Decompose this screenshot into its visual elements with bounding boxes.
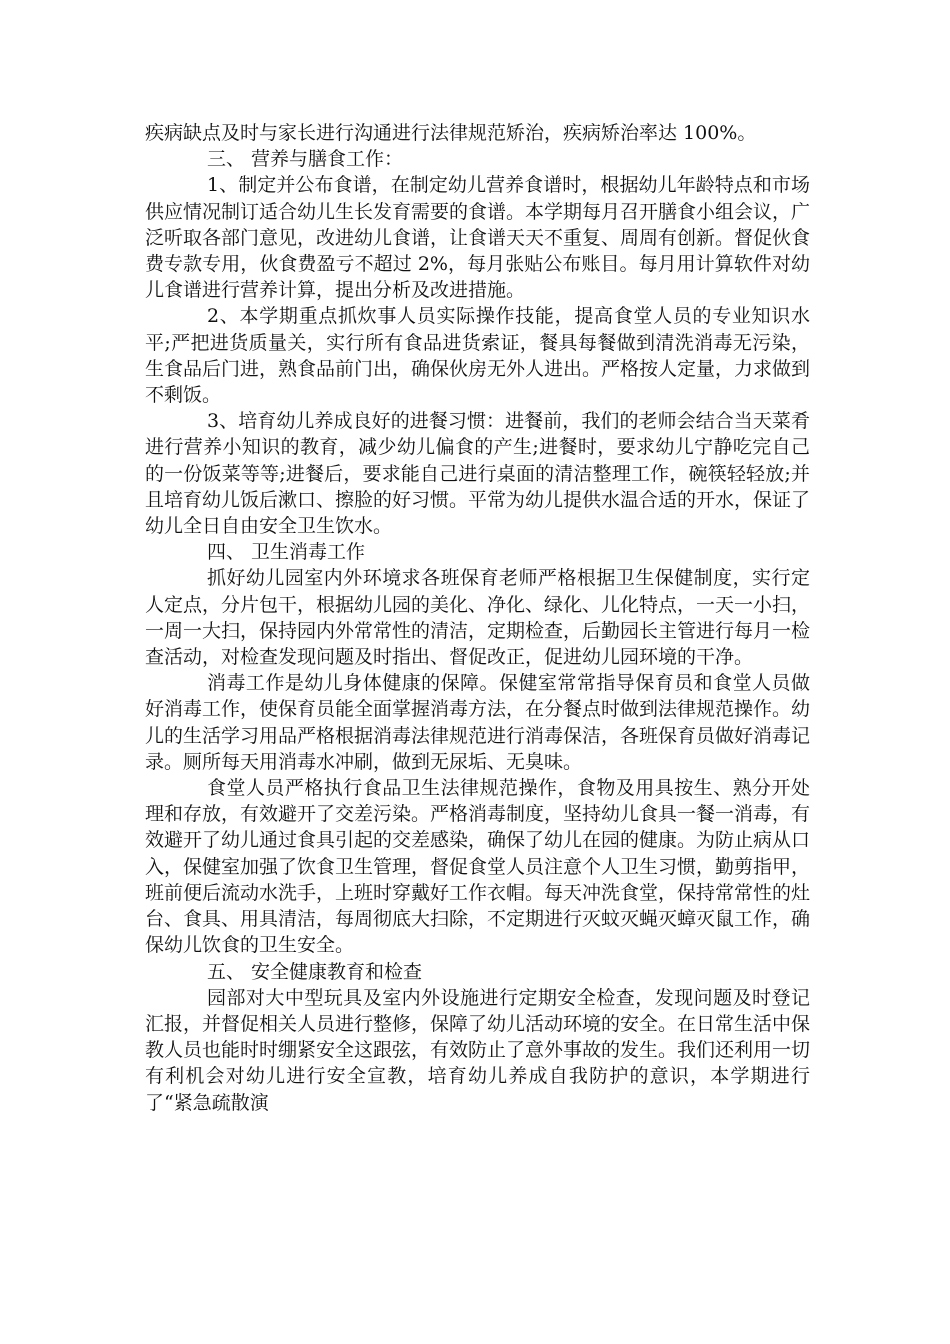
section-heading-safety: 五、 安全健康教育和检查 bbox=[207, 960, 423, 983]
paragraph-safety-checks: 园部对大中型玩具及室内外设施进行定期安全检查，发现问题及时登记汇报，并督促相关人员进行整修，保障了幼儿活动环境的安全。在日常生活中保教人员也能时时绷紧安全这跟弦，有效防止了意外事故的发生。我们还利用一切有利机会对幼儿进行安全宣教，培育幼儿养成自我防护的意识，本学期进行了“紧急疏散演 bbox=[145, 986, 811, 1114]
paragraph-eating-habits: 3、培育幼儿养成良好的进餐习惯：进餐前，我们的老师会结合当天菜肴进行营养小知识的教育，减少幼儿偏食的产生;进餐时，要求幼儿宁静吃完自己的一份饭菜等等;进餐后，要求能自己进行桌面的清洁整理工作，碗筷轻轻放;并且培育幼儿饭后漱口、擦脸的好习惯。平常为幼儿提供水温合适的开水，保证了幼儿全日自由安全卫生饮水。 bbox=[145, 410, 811, 538]
paragraph-environment: 抓好幼儿园室内外环境求各班保育老师严格根据卫生保健制度，实行定人定点，分片包干，根据幼儿园的美化、净化、绿化、儿化特点，一天一小扫，一周一大扫，保持园内外常常性的清洁，定期检查，后勤园长主管进行每月一检查活动，对检查发现问题及时指出、督促改正，促进幼儿园环境的干净。 bbox=[145, 567, 811, 669]
paragraph-disinfection: 消毒工作是幼儿身体健康的保障。保健室常常指导保育员和食堂人员做好消毒工作，使保育员能全面掌握消毒方法，在分餐点时做到法律规范操作。幼儿的生活学习用品严格根据消毒法律规范进行消毒保洁，各班保育员做好消毒记录。厕所每天用消毒水冲刷，做到无尿垢、无臭味。 bbox=[145, 672, 811, 773]
paragraph-menu: 1、制定并公布食谱，在制定幼儿营养食谱时，根据幼儿年龄特点和市场供应情况制订适合幼儿生长发育需要的食谱。本学期每月召开膳食小组会议，广泛听取各部门意见，改进幼儿食谱，让食谱天天不重复、周周有创新。督促伙食费专款专用，伙食费盈亏不超过 2%，每月张贴公布账目。每月用计算软件对幼儿食谱进行营养计算，提出分析及改进措施。 bbox=[145, 174, 811, 302]
section-heading-hygiene: 四、 卫生消毒工作 bbox=[207, 541, 366, 564]
paragraph-disease-correction: 疾病缺点及时与家长进行沟通进行法律规范矫治，疾病矫治率达 100%。 bbox=[145, 122, 757, 144]
paragraph-canteen-hygiene: 食堂人员严格执行食品卫生法律规范操作，食物及用具按生、熟分开处理和存放，有效避开了交差污染。严格消毒制度，坚持幼儿食具一餐一消毒，有效避开了幼儿通过食具引起的交差感染，确保了幼儿在园的健康。为防止病从口入，保健室加强了饮食卫生管理，督促食堂人员注意个人卫生习惯，勤剪指甲，班前便后流动水洗手，上班时穿戴好工作衣帽。每天冲洗食堂，保持常常性的灶台、食具、用具清洁，每周彻底大扫除，不定期进行灭蚊灭蝇灭蟑灭鼠工作，确保幼儿饮食的卫生安全。 bbox=[145, 777, 811, 957]
paragraph-kitchen-staff: 2、本学期重点抓炊事人员实际操作技能，提高食堂人员的专业知识水平;严把进货质量关，实行所有食品进货索证，餐具每餐做到清洗消毒无污染，生食品后门进，熟食品前门出，确保伙房无外人进出。严格按人定量，力求做到不剩饭。 bbox=[145, 305, 811, 407]
document-body bbox=[145, 120, 810, 1116]
section-heading-nutrition: 三、 营养与膳食工作： bbox=[207, 148, 404, 171]
